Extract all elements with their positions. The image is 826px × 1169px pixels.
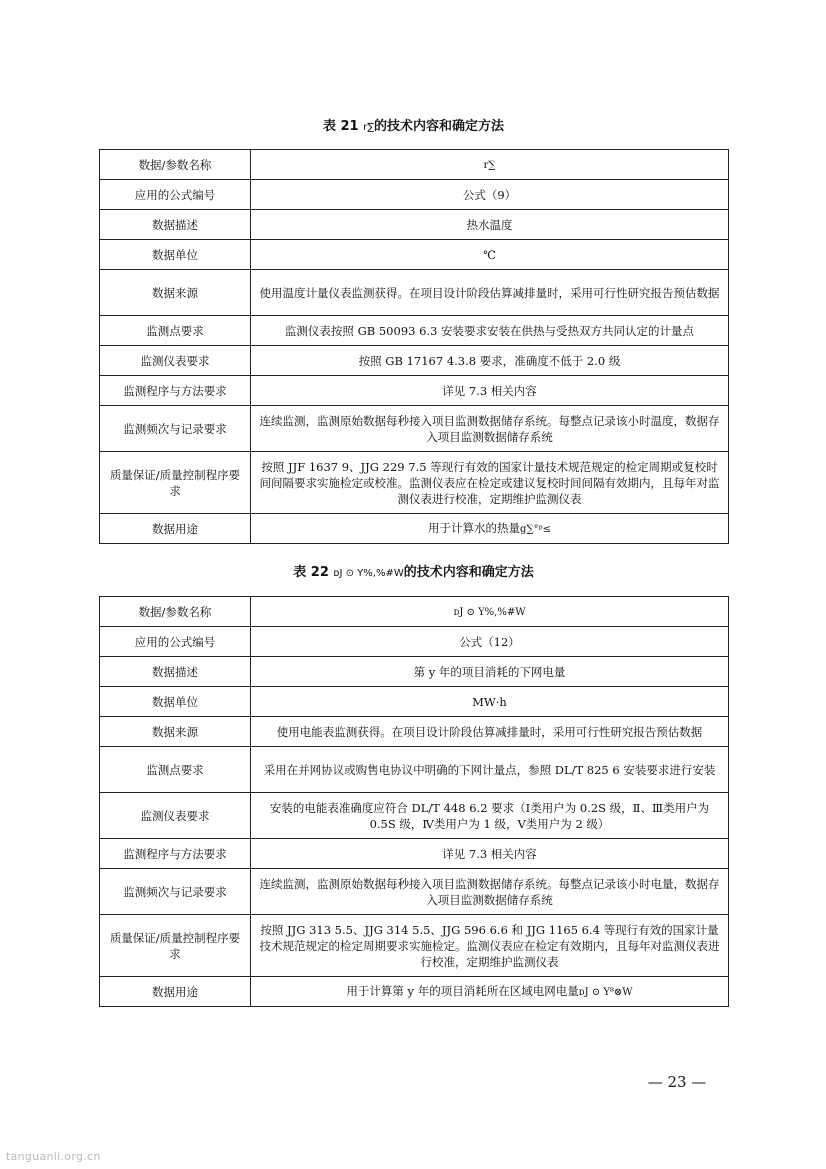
parameter-symbol: r∑ (483, 159, 496, 171)
row-value: 公式（9） (251, 180, 729, 210)
row-value: 按照 JJG 313 5.5、JJG 314 5.5、JJG 596 6.6 和 JJG 1165 6.4 等现行有效的国家计量技术规范规定的检定周期要求实施检定。监测仪表应在检定有效期内，且每年对监测仪表进行校准，定期维护监测仪表 (251, 915, 729, 977)
row-value: 安装的电能表准确度应符合 DL/T 448 6.2 要求（Ⅰ类用户为 0.2S 级，Ⅱ、Ⅲ类用户为 0.5S 级，Ⅳ类用户为 1 级，Ⅴ类用户为 2 级） (251, 793, 729, 839)
row-label: 质量保证/质量控制程序要求 (100, 452, 251, 514)
table-row (100, 270, 729, 316)
row-value: 详见 7.3 相关内容 (251, 376, 729, 406)
row-label: 数据描述 (100, 657, 251, 687)
row-value: 监测仪表按照 GB 50093 6.3 安装要求安装在供热与受热双方共同认定的计量点 (251, 316, 729, 346)
page-number: — 23 — (647, 1073, 707, 1091)
parameter-symbol: ᴅJ ⊙ Y%,%#W (453, 606, 526, 618)
table-row (100, 915, 729, 977)
row-value: MW·h (251, 687, 729, 717)
table-22-caption-prefix: 表 22 (293, 565, 329, 580)
row-value (251, 514, 729, 544)
table-22 (99, 596, 729, 1007)
row-value (251, 977, 729, 1007)
row-value: 热水温度 (251, 210, 729, 240)
table-row (100, 406, 729, 452)
table-row (100, 180, 729, 210)
table-22-caption-suffix: 的技术内容和确定方法 (403, 565, 534, 580)
table-row (100, 977, 729, 1007)
table-row (100, 346, 729, 376)
usage-symbol: ᴅJ ⊙ Y⁸⊗W (578, 986, 633, 998)
row-label: 监测仪表要求 (100, 793, 251, 839)
row-label: 数据/参数名称 (100, 597, 251, 627)
table-row (100, 869, 729, 915)
row-label: 数据来源 (100, 717, 251, 747)
row-label: 数据用途 (100, 514, 251, 544)
usage-text: 用于计算水的热量 (428, 520, 521, 535)
row-value: ℃ (251, 240, 729, 270)
row-label: 监测程序与方法要求 (100, 376, 251, 406)
row-value: 使用温度计量仪表监测获得。在项目设计阶段估算减排量时，采用可行性研究报告预估数据 (251, 270, 729, 316)
table-22-caption-symbol: ᴅJ ⊙ Y%,%#W (333, 568, 404, 579)
row-label: 数据单位 (100, 240, 251, 270)
row-value: 公式（12） (251, 627, 729, 657)
row-label: 监测频次与记录要求 (100, 869, 251, 915)
row-label: 数据来源 (100, 270, 251, 316)
row-label: 监测点要求 (100, 316, 251, 346)
usage-text: 用于计算第 y 年的项目消耗所在区域电网电量 (346, 983, 579, 998)
table-21-caption-suffix: 的技术内容和确定方法 (374, 119, 505, 134)
table-row (100, 687, 729, 717)
row-value: 按照 GB 17167 4.3.8 要求，准确度不低于 2.0 级 (251, 346, 729, 376)
table-row (100, 210, 729, 240)
row-label: 数据单位 (100, 687, 251, 717)
row-value: 第 y 年的项目消耗的下网电量 (251, 657, 729, 687)
table-row (100, 452, 729, 514)
row-label: 监测点要求 (100, 747, 251, 793)
row-value: 详见 7.3 相关内容 (251, 839, 729, 869)
watermark: tanguanli.org.cn (6, 1150, 101, 1163)
row-label: 数据/参数名称 (100, 150, 251, 180)
row-label: 应用的公式编号 (100, 627, 251, 657)
row-label: 应用的公式编号 (100, 180, 251, 210)
table-row (100, 514, 729, 544)
table-row (100, 597, 729, 627)
table-row (100, 839, 729, 869)
table-row (100, 240, 729, 270)
row-value: 连续监测，监测原始数据每秒接入项目监测数据储存系统。每整点记录该小时温度，数据存入项目监测数据储存系统 (251, 406, 729, 452)
table-21-caption (99, 119, 728, 136)
row-label: 质量保证/质量控制程序要求 (100, 915, 251, 977)
usage-symbol: g∑°ᵖ≤ (520, 523, 551, 535)
table-21 (99, 149, 729, 544)
row-label: 监测程序与方法要求 (100, 839, 251, 869)
table-21-caption-symbol: r∑ (363, 122, 374, 133)
table-row (100, 316, 729, 346)
table-row (100, 657, 729, 687)
row-value: 连续监测，监测原始数据每秒接入项目监测数据储存系统。每整点记录该小时电量，数据存入项目监测数据储存系统 (251, 869, 729, 915)
row-value: 按照 JJF 1637 9、JJG 229 7.5 等现行有效的国家计量技术规范规定的检定周期或复校时间间隔要求实施检定或校准。监测仪表应在检定或建议复校时间间隔有效期内，且每年对监测仪表进行校准，定期维护监测仪表 (251, 452, 729, 514)
row-label: 数据描述 (100, 210, 251, 240)
row-value (251, 150, 729, 180)
table-row (100, 793, 729, 839)
row-label: 监测频次与记录要求 (100, 406, 251, 452)
table-21-caption-prefix: 表 21 (322, 119, 359, 134)
row-label: 监测仪表要求 (100, 346, 251, 376)
table-row (100, 150, 729, 180)
row-value: 使用电能表监测获得。在项目设计阶段估算减排量时，采用可行性研究报告预估数据 (251, 717, 729, 747)
table-row (100, 627, 729, 657)
row-value (251, 597, 729, 627)
table-row (100, 376, 729, 406)
row-label: 数据用途 (100, 977, 251, 1007)
table-row (100, 747, 729, 793)
table-22-caption (99, 565, 728, 582)
table-row (100, 717, 729, 747)
row-value: 采用在并网协议或购售电协议中明确的下网计量点，参照 DL/T 825 6 安装要求进行安装 (251, 747, 729, 793)
